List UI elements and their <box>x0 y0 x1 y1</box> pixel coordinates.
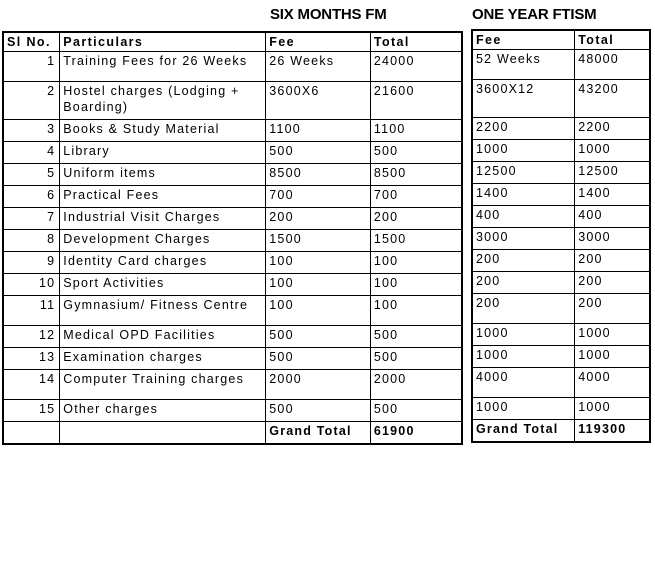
table-row <box>3 52 462 82</box>
particulars-cell: Identity Card charges <box>60 252 266 274</box>
fee-header: Fee <box>472 30 575 50</box>
table-header-row <box>3 32 462 52</box>
fee-cell: 4000 <box>472 368 575 398</box>
fee-cell: 3600X12 <box>472 80 575 118</box>
total-cell: 1000 <box>575 140 650 162</box>
sl-no-cell: 5 <box>3 164 60 186</box>
fee-cell: 12500 <box>472 162 575 184</box>
six-months-heading: SIX MONTHS FM <box>270 6 387 23</box>
empty-cell <box>3 422 60 444</box>
fee-cell: 500 <box>266 348 371 370</box>
total-cell: 1400 <box>575 184 650 206</box>
fee-cell: 8500 <box>266 164 371 186</box>
table-row <box>3 82 462 120</box>
table-row <box>3 326 462 348</box>
total-cell: 200 <box>575 250 650 272</box>
table-row <box>472 346 650 368</box>
total-cell: 500 <box>370 400 462 422</box>
sl-no-cell: 6 <box>3 186 60 208</box>
fee-cell: 500 <box>266 400 371 422</box>
fee-cell: 1000 <box>472 140 575 162</box>
table-row <box>472 272 650 294</box>
fee-cell: 2000 <box>266 370 371 400</box>
sl-no-cell: 13 <box>3 348 60 370</box>
table-row <box>472 228 650 250</box>
total-header: Total <box>575 30 650 50</box>
sl-no-cell: 9 <box>3 252 60 274</box>
table-row <box>3 120 462 142</box>
fee-cell: 200 <box>472 250 575 272</box>
fee-cell: 1000 <box>472 398 575 420</box>
fee-cell: 500 <box>266 326 371 348</box>
particulars-cell: Gymnasium/ Fitness Centre <box>60 296 266 326</box>
total-cell: 400 <box>575 206 650 228</box>
particulars-cell: Examination charges <box>60 348 266 370</box>
total-cell: 100 <box>370 252 462 274</box>
fee-cell: 1000 <box>472 346 575 368</box>
total-cell: 200 <box>575 294 650 324</box>
particulars-cell: Development Charges <box>60 230 266 252</box>
fee-cell: 26 Weeks <box>266 52 371 82</box>
total-cell: 4000 <box>575 368 650 398</box>
total-cell: 8500 <box>370 164 462 186</box>
total-cell: 1000 <box>575 324 650 346</box>
table-row <box>3 208 462 230</box>
table-row <box>3 142 462 164</box>
table-row <box>472 50 650 80</box>
table-row <box>472 294 650 324</box>
table-row <box>3 348 462 370</box>
grand-total-label: Grand Total <box>266 422 371 444</box>
table-row <box>472 206 650 228</box>
fee-header: Fee <box>266 32 371 52</box>
fee-cell: 100 <box>266 274 371 296</box>
fee-cell: 3000 <box>472 228 575 250</box>
fee-cell: 400 <box>472 206 575 228</box>
table-row <box>3 370 462 400</box>
sl-no-cell: 4 <box>3 142 60 164</box>
total-header: Total <box>370 32 462 52</box>
grand-total-label: Grand Total <box>472 420 575 442</box>
sl-no-cell: 11 <box>3 296 60 326</box>
grand-total-row <box>3 422 462 444</box>
total-cell: 1500 <box>370 230 462 252</box>
table-row <box>3 230 462 252</box>
particulars-cell: Computer Training charges <box>60 370 266 400</box>
fee-cell: 1000 <box>472 324 575 346</box>
fee-cell: 52 Weeks <box>472 50 575 80</box>
table-row <box>472 80 650 118</box>
total-cell: 100 <box>370 274 462 296</box>
table-row <box>472 368 650 398</box>
total-cell: 100 <box>370 296 462 326</box>
sl-no-cell: 7 <box>3 208 60 230</box>
total-cell: 24000 <box>370 52 462 82</box>
particulars-cell: Uniform items <box>60 164 266 186</box>
particulars-cell: Books & Study Material <box>60 120 266 142</box>
particulars-cell: Practical Fees <box>60 186 266 208</box>
fee-cell: 100 <box>266 252 371 274</box>
table-row <box>3 296 462 326</box>
fee-cell: 100 <box>266 296 371 326</box>
sl-no-cell: 2 <box>3 82 60 120</box>
sl-no-cell: 10 <box>3 274 60 296</box>
fee-cell: 200 <box>472 272 575 294</box>
sl-no-cell: 3 <box>3 120 60 142</box>
total-cell: 48000 <box>575 50 650 80</box>
total-cell: 21600 <box>370 82 462 120</box>
particulars-cell: Sport Activities <box>60 274 266 296</box>
table-row <box>472 324 650 346</box>
total-cell: 500 <box>370 142 462 164</box>
total-cell: 2000 <box>370 370 462 400</box>
grand-total-value: 61900 <box>370 422 462 444</box>
total-cell: 3000 <box>575 228 650 250</box>
fee-cell: 3600X6 <box>266 82 371 120</box>
fee-cell: 1500 <box>266 230 371 252</box>
table-row <box>3 164 462 186</box>
particulars-cell: Industrial Visit Charges <box>60 208 266 230</box>
table-row <box>472 250 650 272</box>
fee-cell: 200 <box>472 294 575 324</box>
total-cell: 1100 <box>370 120 462 142</box>
six-months-fee-table <box>2 31 463 445</box>
table-row <box>3 274 462 296</box>
total-cell: 500 <box>370 348 462 370</box>
particulars-cell: Library <box>60 142 266 164</box>
fee-cell: 500 <box>266 142 371 164</box>
total-cell: 500 <box>370 326 462 348</box>
particulars-header: Particulars <box>60 32 266 52</box>
one-year-fee-table <box>471 29 651 443</box>
table-row <box>472 184 650 206</box>
particulars-cell: Hostel charges (Lodging + Boarding) <box>60 82 266 120</box>
particulars-cell: Other charges <box>60 400 266 422</box>
empty-cell <box>60 422 266 444</box>
grand-total-value: 119300 <box>575 420 650 442</box>
total-cell: 200 <box>575 272 650 294</box>
total-cell: 1000 <box>575 346 650 368</box>
sl-no-cell: 1 <box>3 52 60 82</box>
fee-cell: 1400 <box>472 184 575 206</box>
sl-no-header: Sl No. <box>3 32 60 52</box>
table-row <box>472 398 650 420</box>
table-row <box>472 162 650 184</box>
sl-no-cell: 14 <box>3 370 60 400</box>
total-cell: 200 <box>370 208 462 230</box>
table-row <box>472 118 650 140</box>
total-cell: 43200 <box>575 80 650 118</box>
table-row <box>3 186 462 208</box>
sl-no-cell: 8 <box>3 230 60 252</box>
fee-cell: 1100 <box>266 120 371 142</box>
one-year-heading: ONE YEAR FTISM <box>472 6 597 23</box>
table-row <box>3 252 462 274</box>
fee-cell: 2200 <box>472 118 575 140</box>
particulars-cell: Training Fees for 26 Weeks <box>60 52 266 82</box>
table-row <box>3 400 462 422</box>
sl-no-cell: 15 <box>3 400 60 422</box>
grand-total-row <box>472 420 650 442</box>
fee-cell: 200 <box>266 208 371 230</box>
table-row <box>472 140 650 162</box>
total-cell: 700 <box>370 186 462 208</box>
fee-cell: 700 <box>266 186 371 208</box>
table-header-row <box>472 30 650 50</box>
total-cell: 1000 <box>575 398 650 420</box>
sl-no-cell: 12 <box>3 326 60 348</box>
total-cell: 12500 <box>575 162 650 184</box>
total-cell: 2200 <box>575 118 650 140</box>
particulars-cell: Medical OPD Facilities <box>60 326 266 348</box>
